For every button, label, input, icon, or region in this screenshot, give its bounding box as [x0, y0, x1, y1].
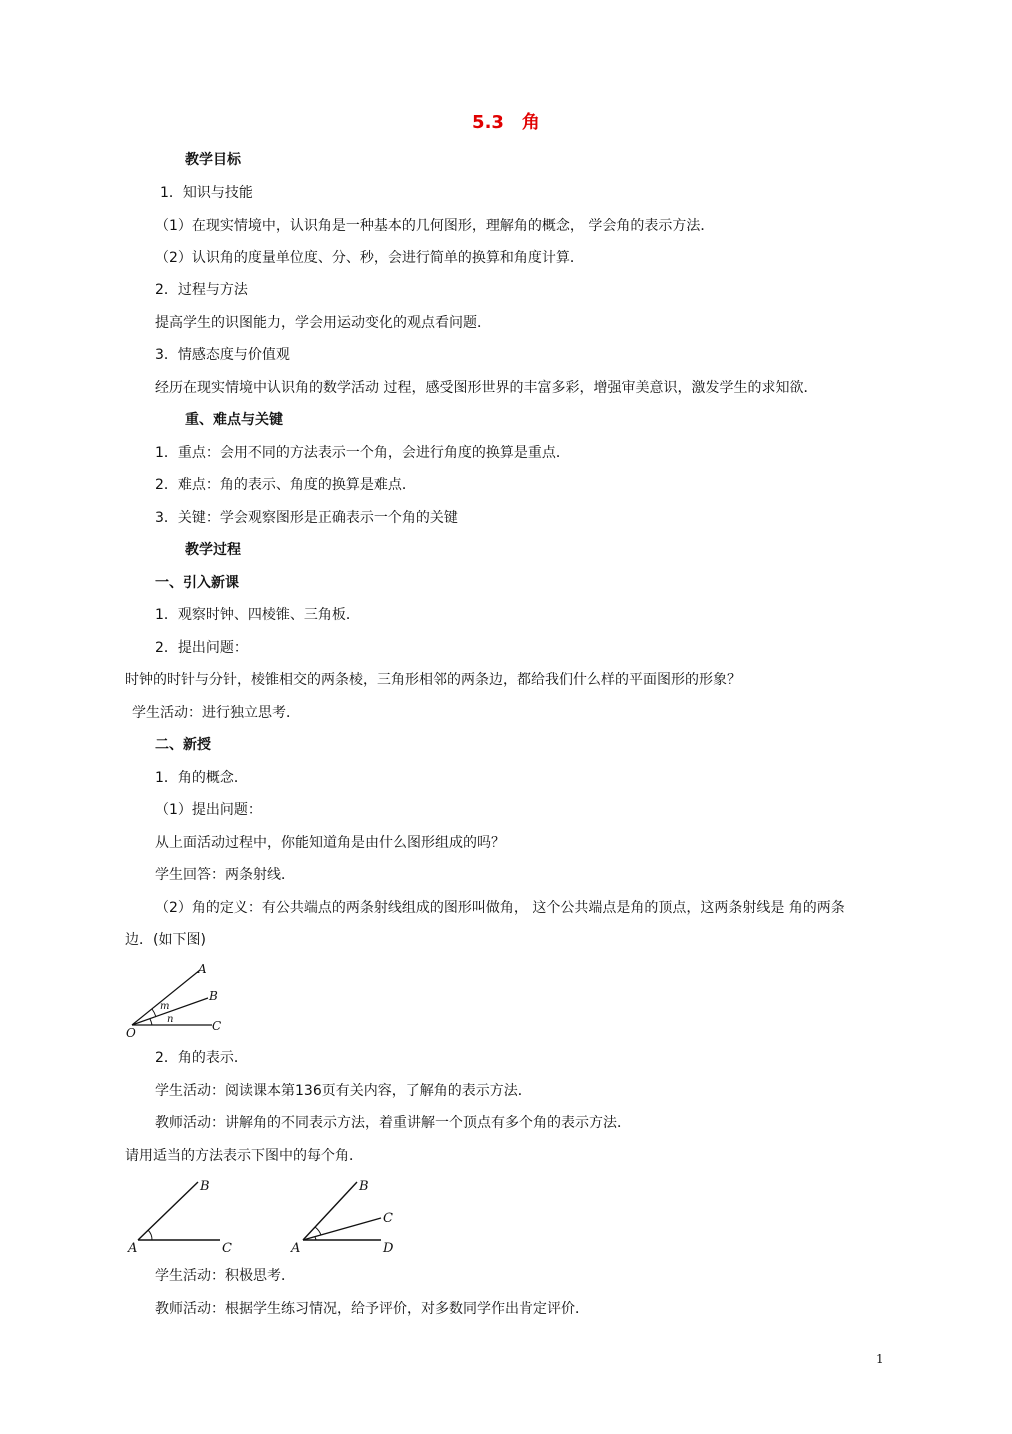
label-d: D [383, 1241, 394, 1256]
angle-figure-bac [120, 1172, 240, 1258]
intro-heading: 一、引入新课 [155, 575, 239, 591]
angle-figure-aob [120, 960, 240, 1040]
new-lesson-heading: 二、新授 [155, 737, 211, 753]
process-item: 学生活动：阅读课本第136页有关内容，了解角的表示方法． [155, 1083, 532, 1099]
label-m: m [160, 1001, 170, 1012]
angle-definition: （2）角的定义：有公共端点的两条射线组成的图形叫做角， 这个公共端点是角的顶点，这两条射线是 角的两条 [155, 900, 845, 916]
key-points-heading: 重、难点与关键 [185, 412, 283, 428]
knowledge-skills-heading: 1．知识与技能 [160, 185, 253, 201]
process-question: 从上面活动过程中，你能知道角是由什么图形组成的吗？ [155, 835, 505, 851]
attitude-values-heading: 3．情感态度与价值观 [155, 347, 290, 363]
label-b: B [209, 989, 218, 1003]
angle-arc [315, 1227, 321, 1235]
label-o: O [126, 1026, 136, 1040]
process-item: 学生回答：两条射线． [155, 867, 295, 883]
label-a: A [128, 1241, 138, 1256]
process-item: 2．提出问题： [155, 640, 248, 656]
page-number: 1 [876, 1352, 884, 1366]
label-c: C [222, 1241, 232, 1256]
objective-item: （1）在现实情境中，认识角是一种基本的几何图形，理解角的概念， 学会角的表示方法． [155, 218, 715, 234]
process-item: 学生活动：积极思考． [155, 1268, 295, 1284]
ray-ac [303, 1218, 381, 1240]
exercise-prompt: 请用适当的方法表示下图中的每个角． [125, 1148, 363, 1164]
process-item: 1．观察时钟、四棱锥、三角板． [155, 607, 360, 623]
process-item: （1）提出问题： [155, 802, 262, 818]
process-item: 教师活动：讲解角的不同表示方法，着重讲解一个顶点有多个角的表示方法． [155, 1115, 631, 1131]
process-heading: 教学过程 [185, 542, 241, 558]
label-c: C [212, 1019, 222, 1033]
ray-ab [303, 1182, 357, 1240]
ray-ab [138, 1182, 198, 1240]
objectives-heading: 教学目标 [185, 152, 241, 168]
key-point-item: 3．关键：学会观察图形是正确表示一个角的关键 [155, 510, 458, 526]
label-b: B [200, 1179, 210, 1194]
process-item: 教师活动：根据学生练习情况，给予评价，对多数同学作出肯定评价． [155, 1301, 589, 1317]
angle-definition-cont: 边．(如下图) [125, 932, 206, 948]
ray-oa [132, 970, 200, 1025]
key-point-item: 1．重点：会用不同的方法表示一个角，会进行角度的换算是重点． [155, 445, 570, 461]
label-a: A [291, 1241, 301, 1256]
angle-arc [148, 1230, 152, 1240]
objective-item: 经历在现实情境中认识角的数学活动 过程，感受图形世界的丰富多彩，增强审美意识，激发学生的求知欲． [155, 380, 818, 396]
arc-m [152, 1009, 156, 1017]
process-item: 1．角的概念． [155, 770, 248, 786]
objective-item: 提高学生的识图能力，学会用运动变化的观点看问题． [155, 315, 491, 331]
process-item: 2．角的表示． [155, 1050, 248, 1066]
process-item: 学生活动：进行独立思考． [132, 705, 300, 721]
objective-item: （2）认识角的度量单位度、分、秒，会进行简单的换算和角度计算． [155, 250, 584, 266]
label-a: A [198, 962, 207, 976]
label-n: n [167, 1014, 174, 1025]
process-method-heading: 2．过程与方法 [155, 282, 248, 298]
key-point-item: 2．难点：角的表示、角度的换算是难点． [155, 477, 416, 493]
process-question: 时钟的时针与分针，棱锥相交的两条棱，三角形相邻的两条边，都给我们什么样的平面图形的形象？ [125, 672, 741, 688]
label-b: B [359, 1179, 369, 1194]
lesson-title: 5.3 角 [472, 112, 540, 133]
arc-n [150, 1019, 152, 1025]
angle-figure-bad [285, 1172, 410, 1258]
label-c: C [383, 1211, 393, 1226]
